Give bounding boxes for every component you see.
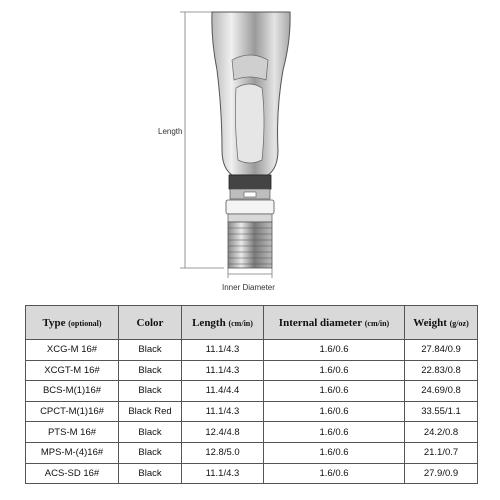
- cell-weight: 22.83/0.8: [405, 360, 478, 381]
- table-row: [26, 381, 478, 402]
- length-label: Length: [158, 127, 183, 136]
- inner-diameter-dimension: [228, 268, 272, 278]
- cell-type: ACS-SD 16#: [26, 463, 119, 484]
- cell-weight: 27.9/0.9: [405, 463, 478, 484]
- cell-type: MPS-M-(4)16#: [26, 442, 119, 463]
- cell-type: BCS-M(1)16#: [26, 381, 119, 402]
- cell-type: XCGT-M 16#: [26, 360, 119, 381]
- inner-diameter-label: Inner Diameter: [222, 283, 275, 292]
- table-row: [26, 360, 478, 381]
- cell-length: 11.1/4.3: [182, 360, 264, 381]
- header-color: Color: [119, 306, 182, 340]
- cell-weight: 27.84/0.9: [405, 340, 478, 361]
- cell-length: 11.4/4.4: [182, 381, 264, 402]
- table-row: [26, 442, 478, 463]
- header-length: Length (cm/in): [182, 306, 264, 340]
- collar: [229, 175, 271, 189]
- cell-weight: 33.55/1.1: [405, 401, 478, 422]
- cell-length: 11.1/4.3: [182, 401, 264, 422]
- cell-internal-diameter: 1.6/0.6: [264, 422, 405, 443]
- cell-length: 11.1/4.3: [182, 463, 264, 484]
- cell-color: Black: [119, 340, 182, 361]
- table-row: [26, 340, 478, 361]
- cell-internal-diameter: 1.6/0.6: [264, 381, 405, 402]
- cell-length: 12.8/5.0: [182, 442, 264, 463]
- cell-length: 12.4/4.8: [182, 422, 264, 443]
- cell-type: PTS-M 16#: [26, 422, 119, 443]
- table-header-row: [26, 306, 478, 340]
- cell-weight: 21.1/0.7: [405, 442, 478, 463]
- header-weight: Weight (g/oz): [405, 306, 478, 340]
- cell-weight: 24.69/0.8: [405, 381, 478, 402]
- threaded-section: [228, 222, 272, 268]
- cell-color: Black Red: [119, 401, 182, 422]
- table-row: [26, 422, 478, 443]
- cell-weight: 24.2/0.8: [405, 422, 478, 443]
- spec-table: [25, 305, 478, 484]
- cell-type: CPCT-M(1)16#: [26, 401, 119, 422]
- table-row: [26, 463, 478, 484]
- cell-length: 11.1/4.3: [182, 340, 264, 361]
- cell-internal-diameter: 1.6/0.6: [264, 463, 405, 484]
- cell-color: Black: [119, 422, 182, 443]
- cell-internal-diameter: 1.6/0.6: [264, 360, 405, 381]
- cell-type: XCG-M 16#: [26, 340, 119, 361]
- cell-internal-diameter: 1.6/0.6: [264, 401, 405, 422]
- cell-color: Black: [119, 442, 182, 463]
- lock-nut: [226, 200, 274, 214]
- header-internal-diameter: Internal diameter (cm/in): [264, 306, 405, 340]
- header-type: Type (optional): [26, 306, 119, 340]
- cell-color: Black: [119, 463, 182, 484]
- cell-color: Black: [119, 360, 182, 381]
- table-row: [26, 401, 478, 422]
- cell-color: Black: [119, 381, 182, 402]
- cell-internal-diameter: 1.6/0.6: [264, 442, 405, 463]
- cell-internal-diameter: 1.6/0.6: [264, 340, 405, 361]
